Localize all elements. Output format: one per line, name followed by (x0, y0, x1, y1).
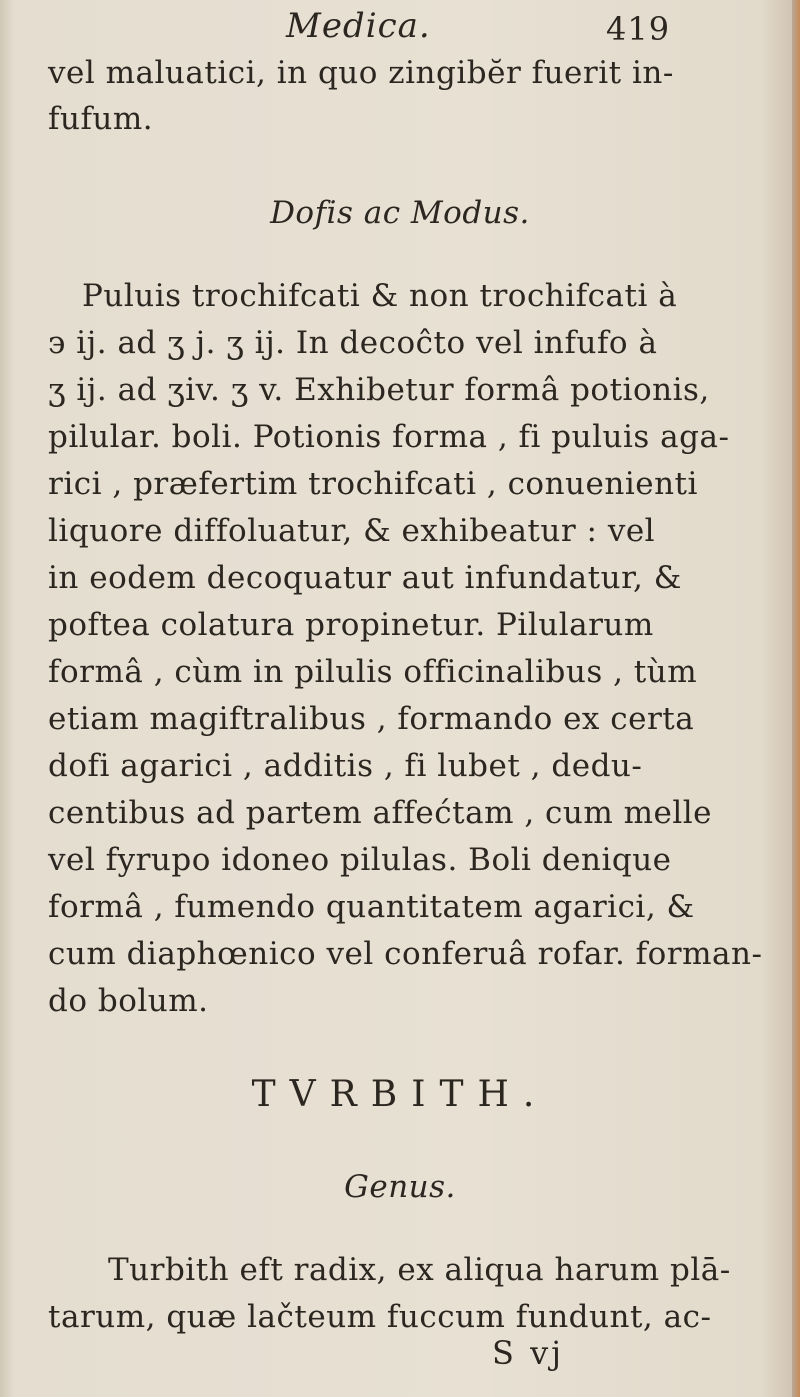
section-title-turbith: TVRBITH. (251, 1074, 549, 1115)
text-line: centibus ad partem affećtam , cum melle (48, 795, 713, 831)
running-head (0, 6, 800, 56)
text-line: vel maluatici, in quo zingibĕr fuerit in- (48, 55, 674, 91)
text-line: liquore diffoluatur, & exhibeatur : vel (48, 513, 656, 549)
section-heading-dosis: Dofis ac Modus. (270, 195, 530, 231)
text-line: dofi agarici , additis , fi lubet , dedu- (48, 748, 643, 784)
text-line: cum diaphœnico vel conferuâ rofar. forman- (48, 936, 763, 972)
running-title: Medica. (286, 6, 431, 46)
page-number: 419 (606, 10, 671, 48)
text-line: formâ , fumendo quantitatem agarici, & (48, 889, 695, 925)
text-line: in eodem decoquatur aut infundatur, & (48, 560, 682, 596)
text-line: ʒ ij. ad ʒiv. ʒ v. Exhibetur formâ potionis, (48, 372, 710, 408)
text-line: Turbith eft radix, ex aliqua harum plā- (108, 1252, 731, 1288)
text-line: poftea colatura propinetur. Pilularum (48, 607, 654, 643)
text-line: tarum, quæ lačteum fuccum fundunt, ac- (48, 1299, 712, 1335)
text-line: pilular. boli. Potionis forma , fi puluis aga- (48, 419, 730, 455)
text-line: do bolum. (48, 983, 209, 1019)
text-line: etiam magiftralibus , formando ex certa (48, 701, 695, 737)
section-subheading-genus: Genus. (344, 1169, 456, 1205)
signature-mark: S vj (492, 1334, 565, 1372)
text-line: vel fyrupo idoneo pilulas. Boli denique (48, 842, 672, 878)
text-line: fufum. (48, 101, 154, 137)
text-line: ϶ ij. ad ʒ j. ʒ ij. In decoĉto vel infufo à (48, 325, 658, 361)
text-line: Puluis trochifcati & non trochifcati à (82, 278, 678, 314)
text-line: formâ , cùm in pilulis officinalibus , tùm (48, 654, 698, 690)
text-line: rici , præfertim trochifcati , conuenienti (48, 466, 698, 502)
